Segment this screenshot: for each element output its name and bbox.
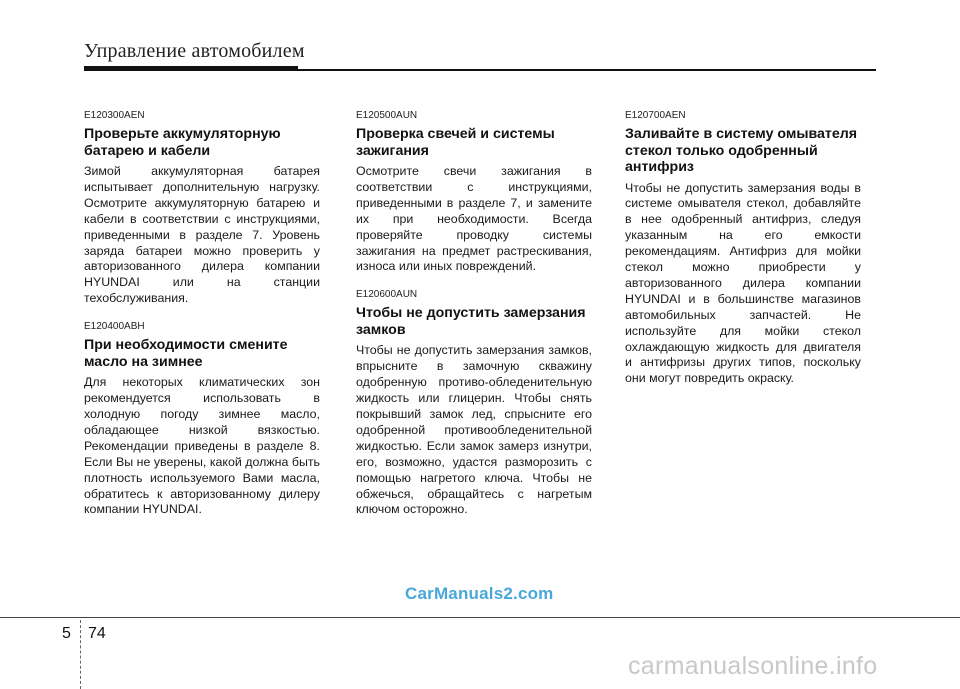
section-number: 5 xyxy=(62,625,71,642)
section-heading: Проверьте аккумуляторную батарею и кабели xyxy=(84,126,281,159)
page-header-title: Управление автомобилем xyxy=(84,40,305,62)
section-code: E120600AUN xyxy=(356,289,418,301)
section-heading: Проверка свечей и системы зажигания xyxy=(356,126,555,159)
section-body: Чтобы не допустить замерзания воды в системе омывателя стекол, добавляйте в нее одобренный антифриз, следуя указанным на его емкости рекомендациям. Антифриз для мойки стекол можно приобрести у авторизованного дилера компании HYUNDAI и в большинстве магазинов автомобильных запчастей. Не используйте для мойки стекол охлаждающую жидкость для двигателя и антифризы других типов, поскольку они могут повредить окраску. xyxy=(625,180,861,386)
footer-rule xyxy=(0,617,960,618)
column-3 xyxy=(625,110,861,401)
section-heading: Чтобы не допустить замерзания замков xyxy=(356,305,586,338)
page-number: 74 xyxy=(88,625,106,642)
section-code: E120300AEN xyxy=(84,110,145,121)
section-body: Для некоторых климатических зон рекомендуется использовать в холодную погоду зимнее масло, обладающее низкой вязкостью. Рекомендации приведены в разделе 8. Если Вы не уверены, какой должна быть плотность используемого Вами масла, обратитесь к авторизованному дилеру компании HYUNDAI. xyxy=(84,375,320,517)
section-code: E120700AEN xyxy=(625,110,686,121)
site-watermark: carmanualsonline.info xyxy=(628,652,878,680)
section-body: Зимой аккумуляторная батарея испытывает дополнительную нагрузку. Осмотрите аккумуляторную батарею и кабели в соответствии с инструкциями, приведенными в разделе 7. Уровень заряда батареи можно проверить у авторизованного дилера компании HYUNDAI или на станции техобслуживания. xyxy=(84,164,320,306)
column-2 xyxy=(356,110,592,532)
section-heading: При необходимости смените масло на зимнее xyxy=(84,337,288,370)
section-washer-antifreeze xyxy=(625,110,861,387)
section-code: E120400ABH xyxy=(84,321,145,333)
page-number-divider xyxy=(80,620,81,689)
section-spark-plugs xyxy=(356,110,592,275)
header-rule-thin xyxy=(298,69,876,71)
section-heading: Заливайте в систему омывателя стекол только одобренный антифриз xyxy=(625,126,858,175)
section-body: Чтобы не допустить замерзания замков, впрысните в замочную скважину одобренную противо-обледенительную жидкость или глицерин. Чтобы снять покрывший замок лед, спрысните его одобренной противообледенительной жидкостью. Если замок замерз изнутри, его, возможно, удастся разморозить с помощью нагретого ключа. Чтобы не обжечься, обращайтесь с нагретым ключом осторожно. xyxy=(356,343,592,517)
column-1 xyxy=(84,110,320,532)
section-battery xyxy=(84,110,320,307)
header-rule-thick xyxy=(84,66,298,71)
section-code: E120500AUN xyxy=(356,110,418,121)
section-winter-oil xyxy=(84,321,320,518)
watermark-logo: CarManuals2.com xyxy=(405,584,554,603)
section-frozen-locks xyxy=(356,289,592,518)
section-body: Осмотрите свечи зажигания в соответствии с инструкциями, приведенными в разделе 7, и замените их при необходимости. Всегда проверяйте проводку системы зажигания на предмет растрескивания, износа или иных повреждений. xyxy=(356,164,592,274)
